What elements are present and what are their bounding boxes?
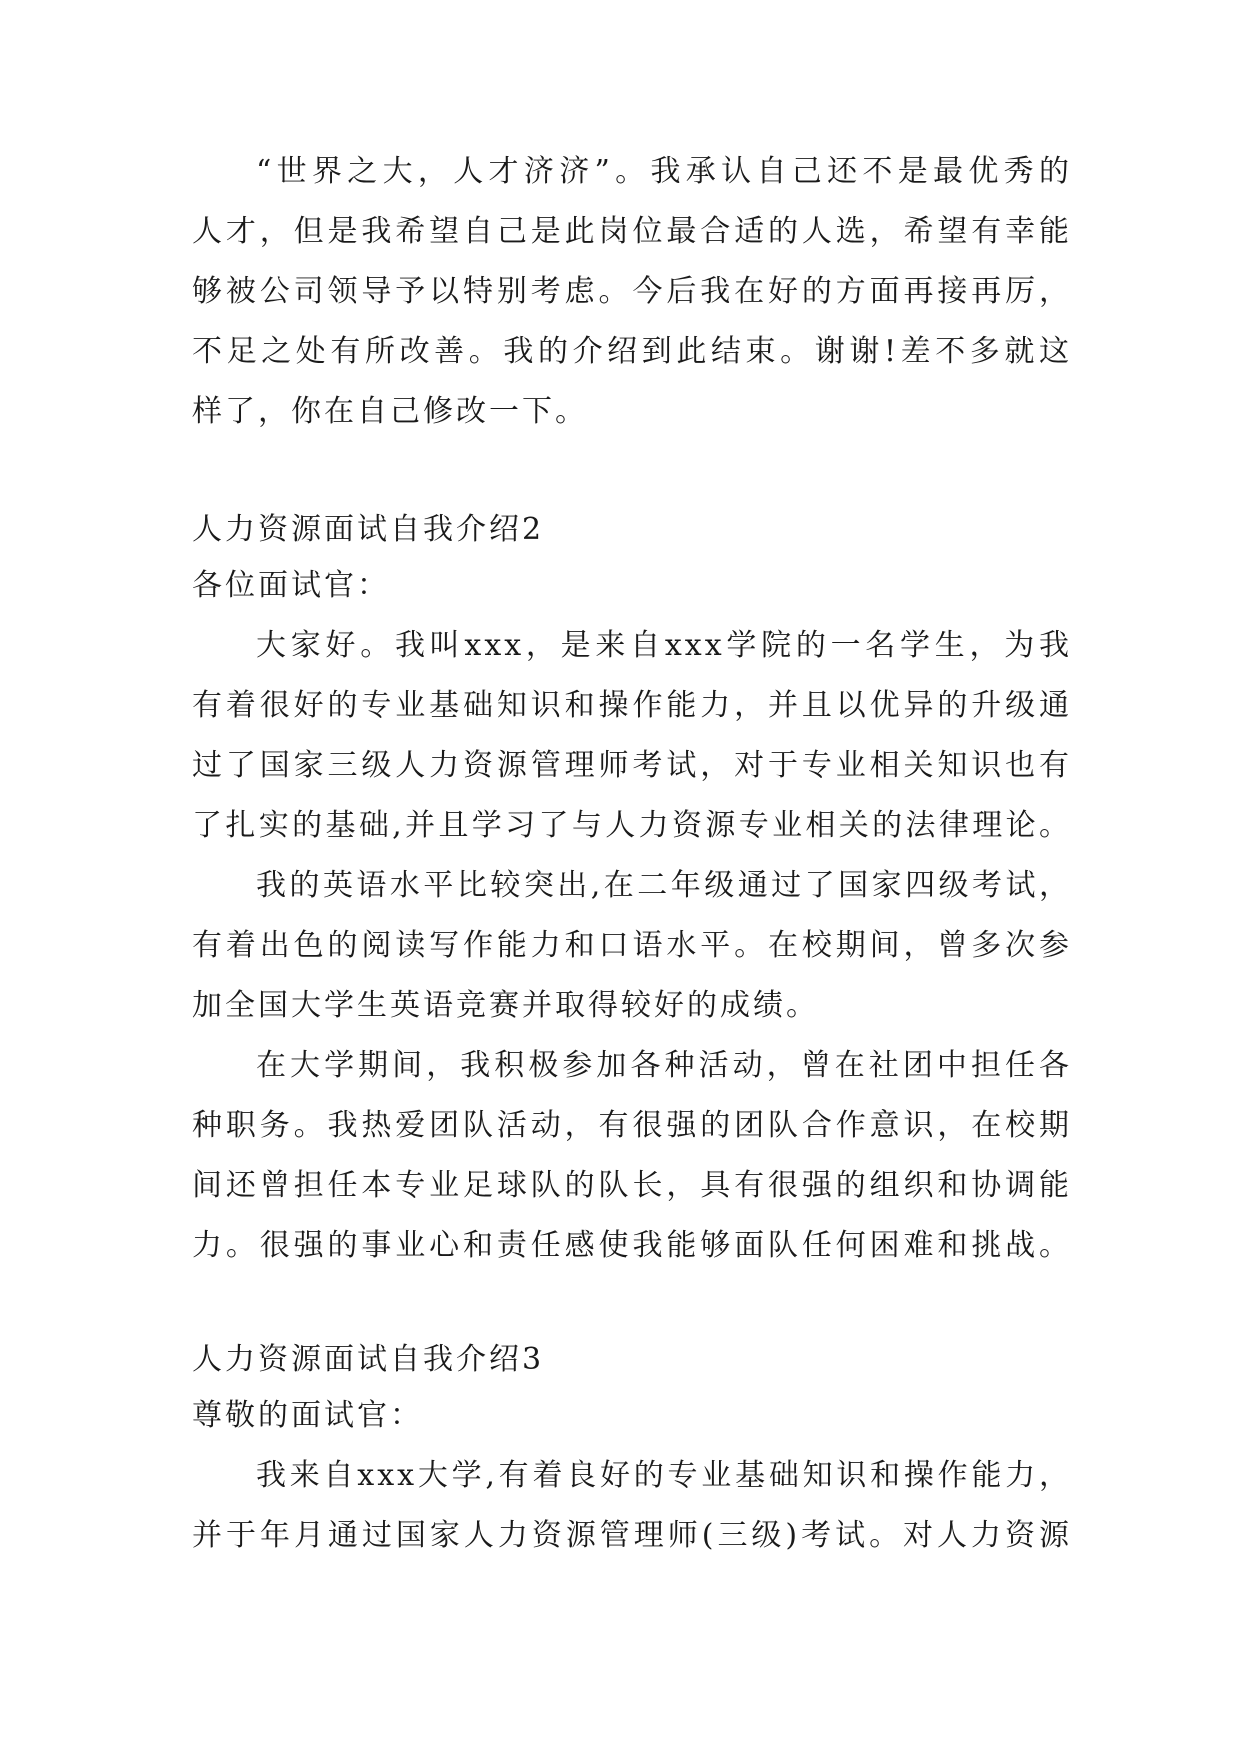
paragraph-line: 有着出色的阅读写作能力和口语水平。在校期间，曾多次参 xyxy=(192,928,1072,963)
paragraph-line: 加全国大学生英语竞赛并取得较好的成绩。 xyxy=(192,988,819,1023)
salutation: 各位面试官： xyxy=(192,568,390,603)
paragraph-line: 了扎实的基础,并且学习了与人力资源专业相关的法律理论。 xyxy=(192,808,1072,843)
paragraph-line: 并于年月通过国家人力资源管理师(三级)考试。对人力资源 xyxy=(192,1518,1072,1553)
paragraph-line: 人才，但是我希望自己是此岗位最合适的人选，希望有幸能 xyxy=(192,214,1072,249)
section-title: 人力资源面试自我介绍2 xyxy=(192,512,545,547)
paragraph-line: 不足之处有所改善。我的介绍到此结束。谢谢!差不多就这 xyxy=(192,334,1072,369)
section-title: 人力资源面试自我介绍3 xyxy=(192,1342,545,1377)
paragraph-line: 够被公司领导予以特别考虑。今后我在好的方面再接再厉， xyxy=(192,274,1072,309)
paragraph-line: 力。很强的事业心和责任感使我能够面队任何困难和挑战。 xyxy=(192,1228,1072,1263)
paragraph-line: 过了国家三级人力资源管理师考试，对于专业相关知识也有 xyxy=(192,748,1072,783)
paragraph-line: “世界之大，人才济济”。我承认自己还不是最优秀的 xyxy=(256,154,1072,189)
paragraph-line: 在大学期间，我积极参加各种活动，曾在社团中担任各 xyxy=(256,1048,1072,1083)
paragraph-line: 种职务。我热爱团队活动，有很强的团队合作意识，在校期 xyxy=(192,1108,1072,1143)
salutation: 尊敬的面试官： xyxy=(192,1398,423,1433)
paragraph-line: 我来自xxx大学,有着良好的专业基础知识和操作能力， xyxy=(256,1458,1072,1493)
paragraph-line: 样了，你在自己修改一下。 xyxy=(192,394,588,429)
paragraph-line: 有着很好的专业基础知识和操作能力，并且以优异的升级通 xyxy=(192,688,1072,723)
paragraph-line: 大家好。我叫xxx，是来自xxx学院的一名学生，为我 xyxy=(256,628,1072,663)
paragraph-line: 我的英语水平比较突出,在二年级通过了国家四级考试， xyxy=(256,868,1072,903)
paragraph-line: 间还曾担任本专业足球队的队长，具有很强的组织和协调能 xyxy=(192,1168,1072,1203)
